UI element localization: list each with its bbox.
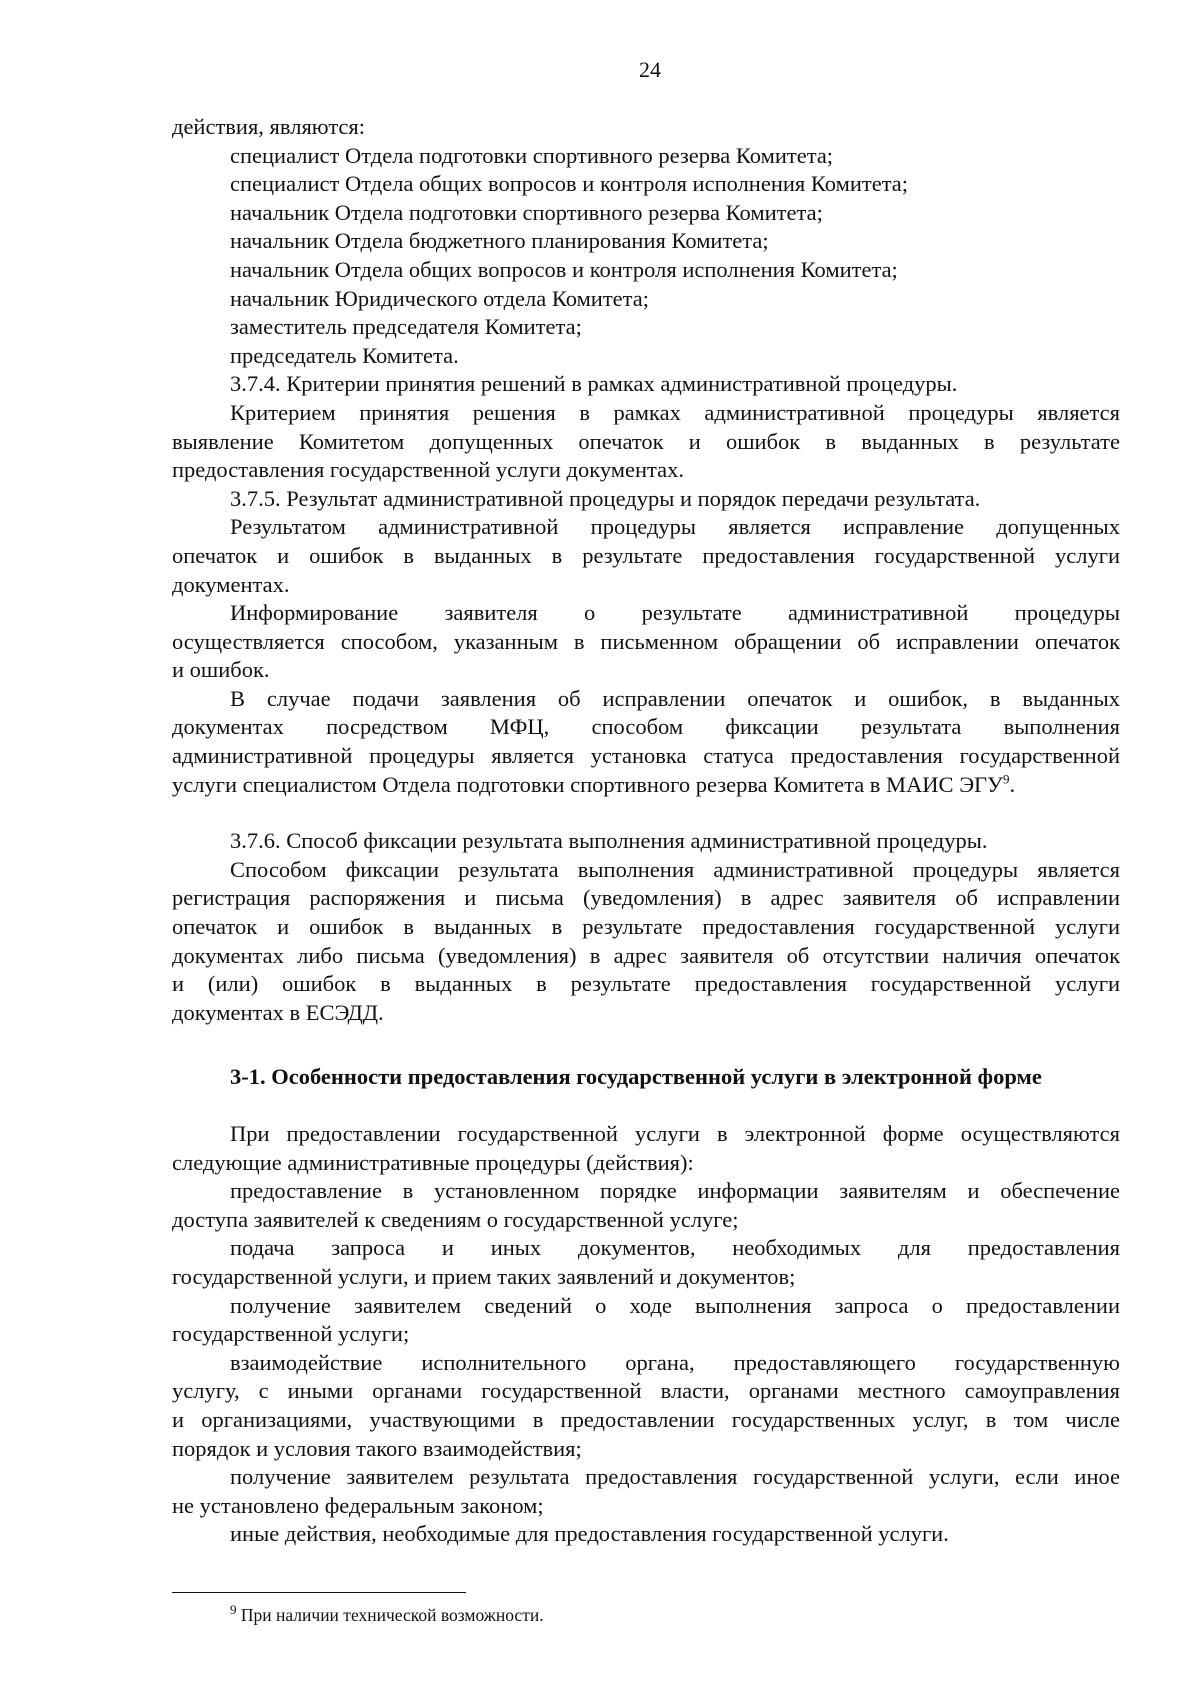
text-line: административной процедуры является установка статуса предоставления государственной [172, 743, 1120, 769]
text-line: документах. [172, 571, 290, 597]
list-item: председатель Комитета. [230, 342, 459, 368]
footnote-mark: 9 [230, 1602, 237, 1618]
paragraph [172, 856, 1120, 1028]
text-line: Результатом административной процедуры является исправление допущенных [230, 514, 1120, 540]
section-subheading: 3.7.5. Результат административной процедуры и порядок передачи результата. [230, 485, 981, 511]
section-subheading: 3.7.4. Критерии принятия решений в рамках административной процедуры. [230, 371, 958, 397]
document-body [172, 113, 1120, 1549]
spacer [172, 1092, 1120, 1120]
text-line: В случае подачи заявления об исправлении опечаток и ошибок, в выданных [230, 685, 1120, 711]
text-line: порядок и условия такого взаимодействия; [172, 1435, 582, 1461]
text-line-content: услуги специалистом Отдела подготовки спортивного резерва Комитета в МАИС ЭГУ [172, 771, 1003, 797]
spacer [172, 1027, 1120, 1055]
text-line: подача запроса и иных документов, необходимых для предоставления [230, 1235, 1120, 1261]
text-line: опечаток и ошибок в выданных в результате предоставления государственной услуги [172, 914, 1120, 940]
list-item: специалист Отдела общих вопросов и контроля исполнения Комитета; [230, 171, 909, 197]
text-line: услугу, с иными органами государственной власти, органами местного самоуправления [172, 1378, 1120, 1404]
text-line: документах посредством МФЦ, способом фиксации результата выполнения [172, 714, 1120, 740]
list-item [172, 1234, 1120, 1291]
footnote [230, 1604, 544, 1626]
footnote-separator [172, 1592, 466, 1593]
text-line: предоставление в установленном порядке информации заявителям и обеспечение [230, 1178, 1120, 1204]
text-line: получение заявителем сведений о ходе выполнения запроса о предоставлении [230, 1292, 1120, 1318]
paragraph [172, 399, 1120, 485]
text-line: осуществляется способом, указанным в письменном обращении об исправлении опечаток [172, 628, 1120, 654]
spacer [172, 799, 1120, 827]
text-line: Информирование заявителя о результате административной процедуры [230, 600, 1120, 626]
list-item [172, 1463, 1120, 1520]
paragraph: действия, являются: [172, 114, 366, 139]
text-line-tail: . [1009, 771, 1016, 797]
text-line: выявление Комитетом допущенных опечаток и ошибок в выданных в результате [172, 428, 1120, 454]
paragraph [172, 513, 1120, 599]
footnote-reference: 9 [1002, 771, 1010, 787]
text-line: регистрация распоряжения и письма (уведомления) в адрес заявителя об исправлении [172, 885, 1120, 911]
list-item [172, 1177, 1120, 1234]
section-subheading: 3.7.6. Способ фиксации результата выполнения административной процедуры. [230, 828, 988, 854]
text-line: доступа заявителей к сведениям о государственной услуге; [172, 1206, 739, 1232]
paragraph [172, 1120, 1120, 1177]
paragraph [172, 685, 1120, 799]
text-line: документах в ЕСЭДД. [172, 999, 384, 1025]
text-line: и организациями, участвующими в предоставлении государственных услуг, в том числе [172, 1406, 1120, 1432]
list-item [172, 1292, 1120, 1349]
text-line: государственной услуги; [172, 1321, 410, 1347]
text-line: не установлено федеральным законом; [172, 1492, 544, 1518]
list-item: начальник Юридического отдела Комитета; [230, 285, 650, 311]
text-line: государственной услуги, и прием таких заявлений и документов; [172, 1263, 796, 1289]
paragraph [172, 599, 1120, 685]
text-line: опечаток и ошибок в выданных в результате предоставления государственной услуги [172, 542, 1120, 568]
text-line: Критерием принятия решения в рамках административной процедуры является [230, 399, 1120, 425]
list-item: заместитель председателя Комитета; [230, 314, 582, 340]
page-number: 24 [639, 57, 661, 82]
footnote-text: При наличии технической возможности. [240, 1605, 544, 1625]
text-line: получение заявителем результата предоставления государственной услуги, если иное [230, 1464, 1120, 1490]
text-line: При предоставлении государственной услуги в электронной форме осуществляются [230, 1121, 1120, 1146]
section-heading: 3-1. Особенности предоставления государственной услуги в электронной форме [230, 1064, 1042, 1090]
list-item: специалист Отдела подготовки спортивного резерва Комитета; [230, 142, 834, 168]
list-item: начальник Отдела общих вопросов и контроля исполнения Комитета; [230, 256, 898, 282]
text-line: и ошибок. [172, 657, 270, 683]
list-item [172, 1349, 1120, 1463]
text-line: документах либо письма (уведомления) в адрес заявителя об отсутствии наличия опечаток [172, 942, 1120, 968]
list-item: иные действия, необходимые для предоставления государственной услуги. [230, 1521, 949, 1547]
text-line [172, 771, 1120, 800]
text-line: и (или) ошибок в выданных в результате предоставления государственной услуги [172, 971, 1120, 997]
text-line: следующие административные процедуры (действия): [172, 1149, 694, 1175]
list-item: начальник Отдела подготовки спортивного резерва Комитета; [230, 199, 823, 225]
text-line: Способом фиксации результата выполнения административной процедуры является [230, 856, 1120, 882]
list-item: начальник Отдела бюджетного планирования Комитета; [230, 228, 769, 254]
text-line: взаимодействие исполнительного органа, предоставляющего государственную [230, 1349, 1120, 1375]
text-line: предоставления государственной услуги документах. [172, 457, 685, 483]
